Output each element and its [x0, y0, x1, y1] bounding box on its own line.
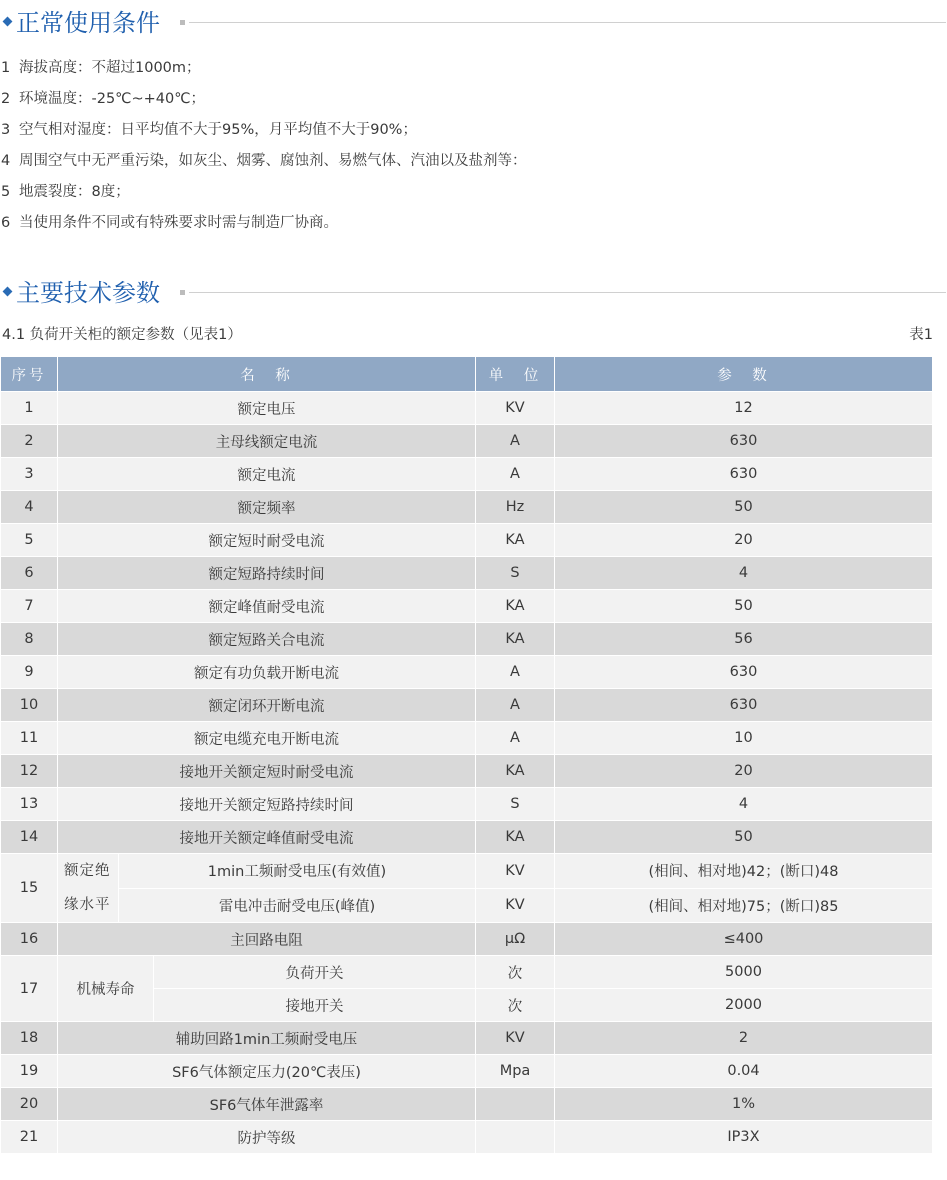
- cell-unit: [476, 1088, 555, 1121]
- cell-no: 12: [1, 755, 58, 788]
- cell-no: 17: [1, 956, 58, 1022]
- cell-value: 2: [555, 1022, 933, 1055]
- cell-value: 20: [555, 524, 933, 557]
- table-row: [1, 623, 933, 656]
- table-row: [1, 458, 933, 491]
- table-row: [1, 1121, 933, 1154]
- table-row: [1, 755, 933, 788]
- cell-unit: A: [476, 656, 555, 689]
- cell-unit: A: [476, 458, 555, 491]
- cell-unit: μΩ: [476, 923, 555, 956]
- cell-no: 21: [1, 1121, 58, 1154]
- cell-unit: KV: [476, 888, 555, 923]
- cell-no: 16: [1, 923, 58, 956]
- table-row: [1, 1088, 933, 1121]
- diamond-bullet-icon: [3, 17, 13, 27]
- cell-value: 0.04: [555, 1055, 933, 1088]
- table-body: [1, 392, 933, 1154]
- table-row: [1, 392, 933, 425]
- cell-group: 机械寿命: [58, 956, 154, 1022]
- cell-value: 5000: [555, 956, 933, 989]
- table-row: [1, 923, 933, 956]
- cell-name: 防护等级: [58, 1121, 476, 1154]
- cell-name: 雷电冲击耐受电压(峰值): [119, 888, 476, 923]
- cell-unit: KA: [476, 755, 555, 788]
- table-header-row: [1, 357, 933, 392]
- cell-no: 5: [1, 524, 58, 557]
- section-heading-conditions: [2, 8, 946, 38]
- parameters-table: [0, 356, 933, 1154]
- cell-value: 4: [555, 788, 933, 821]
- cell-value: 2000: [555, 989, 933, 1022]
- cell-name: 额定频率: [58, 491, 476, 524]
- list-item: 6 当使用条件不同或有特殊要求时需与制造厂协商。: [1, 215, 338, 231]
- cell-name: 额定电流: [58, 458, 476, 491]
- diamond-bullet-icon: [3, 287, 13, 297]
- cell-name: 接地开关额定短路持续时间: [58, 788, 476, 821]
- cell-unit: [476, 1121, 555, 1154]
- cell-value: 50: [555, 590, 933, 623]
- cell-no: 9: [1, 656, 58, 689]
- conditions-list: [0, 55, 527, 241]
- header-value: 参 数: [555, 357, 933, 392]
- section-heading-parameters: [2, 278, 946, 308]
- cell-unit: A: [476, 722, 555, 755]
- cell-name: 额定短路关合电流: [58, 623, 476, 656]
- cell-unit: KA: [476, 623, 555, 656]
- divider: [189, 22, 946, 23]
- cell-unit: KA: [476, 590, 555, 623]
- cell-value: ≤400: [555, 923, 933, 956]
- table-row: [1, 788, 933, 821]
- cell-name: 接地开关额定峰值耐受电流: [58, 821, 476, 854]
- table-row: [1, 656, 933, 689]
- cell-name: 辅助回路1min工频耐受电压: [58, 1022, 476, 1055]
- header-unit: 单 位: [476, 357, 555, 392]
- cell-name: 主回路电阻: [58, 923, 476, 956]
- cell-unit: S: [476, 557, 555, 590]
- cell-name: 额定有功负载开断电流: [58, 656, 476, 689]
- cell-unit: KA: [476, 524, 555, 557]
- square-marker-icon: [180, 20, 185, 25]
- cell-no: 11: [1, 722, 58, 755]
- cell-name: 额定峰值耐受电流: [58, 590, 476, 623]
- cell-no: 1: [1, 392, 58, 425]
- cell-value: 630: [555, 656, 933, 689]
- table-row: [1, 821, 933, 854]
- cell-unit: A: [476, 689, 555, 722]
- cell-unit: KA: [476, 821, 555, 854]
- cell-unit: A: [476, 425, 555, 458]
- table-row: [1, 557, 933, 590]
- cell-no: 8: [1, 623, 58, 656]
- table-row: [1, 524, 933, 557]
- square-marker-icon: [180, 290, 185, 295]
- cell-no: 19: [1, 1055, 58, 1088]
- cell-unit: KV: [476, 854, 555, 889]
- cell-unit: Mpa: [476, 1055, 555, 1088]
- cell-value: 12: [555, 392, 933, 425]
- table-row: [1, 888, 933, 923]
- cell-name: 接地开关: [154, 989, 476, 1022]
- cell-value: 1%: [555, 1088, 933, 1121]
- table-caption: 4.1 负荷开关柜的额定参数（见表1）: [2, 327, 242, 343]
- table-row: [1, 491, 933, 524]
- cell-no: 7: [1, 590, 58, 623]
- table-row: [1, 590, 933, 623]
- cell-value: 630: [555, 689, 933, 722]
- cell-name: 额定电缆充电开断电流: [58, 722, 476, 755]
- header-no: 序号: [1, 357, 58, 392]
- cell-value: 630: [555, 458, 933, 491]
- cell-value: (相间、相对地)42；(断口)48: [555, 854, 933, 889]
- cell-unit: 次: [476, 989, 555, 1022]
- cell-value: 50: [555, 821, 933, 854]
- cell-no: 6: [1, 557, 58, 590]
- table-row: [1, 854, 933, 889]
- list-item: 5 地震裂度：8度；: [1, 184, 130, 200]
- cell-no: 18: [1, 1022, 58, 1055]
- table-label: 表1: [909, 327, 933, 343]
- cell-unit: S: [476, 788, 555, 821]
- cell-no: 4: [1, 491, 58, 524]
- cell-unit: KV: [476, 392, 555, 425]
- table-row: [1, 689, 933, 722]
- cell-no: 14: [1, 821, 58, 854]
- table-row: [1, 1055, 933, 1088]
- cell-value: 4: [555, 557, 933, 590]
- cell-value: IP3X: [555, 1121, 933, 1154]
- cell-no: 3: [1, 458, 58, 491]
- cell-group: 额定绝缘水平: [58, 854, 119, 923]
- list-item: 3 空气相对湿度：日平均值不大于95%，月平均值不大于90%；: [1, 122, 417, 138]
- cell-name: SF6气体额定压力(20℃表压): [58, 1055, 476, 1088]
- table-row: [1, 956, 933, 989]
- cell-no: 13: [1, 788, 58, 821]
- cell-name: 额定电压: [58, 392, 476, 425]
- table-row: [1, 425, 933, 458]
- cell-value: 56: [555, 623, 933, 656]
- cell-value: 630: [555, 425, 933, 458]
- cell-name: 额定短路持续时间: [58, 557, 476, 590]
- cell-unit: 次: [476, 956, 555, 989]
- cell-unit: KV: [476, 1022, 555, 1055]
- list-item: 1 海拔高度：不超过1000m；: [1, 60, 201, 76]
- list-item: 4 周围空气中无严重污染，如灰尘、烟雾、腐蚀剂、易燃气体、汽油以及盐剂等：: [1, 153, 527, 169]
- cell-name: 负荷开关: [154, 956, 476, 989]
- cell-no: 2: [1, 425, 58, 458]
- section-title: 主要技术参数: [16, 279, 160, 307]
- cell-name: 接地开关额定短时耐受电流: [58, 755, 476, 788]
- table-row: [1, 1022, 933, 1055]
- cell-no: 20: [1, 1088, 58, 1121]
- cell-name: SF6气体年泄露率: [58, 1088, 476, 1121]
- cell-unit: Hz: [476, 491, 555, 524]
- cell-no: 10: [1, 689, 58, 722]
- cell-value: 50: [555, 491, 933, 524]
- cell-value: 20: [555, 755, 933, 788]
- cell-value: 10: [555, 722, 933, 755]
- divider: [189, 292, 946, 293]
- section-title: 正常使用条件: [16, 9, 160, 37]
- table-row: [1, 722, 933, 755]
- cell-value: (相间、相对地)75；(断口)85: [555, 888, 933, 923]
- cell-no: 15: [1, 854, 58, 923]
- list-item: 2 环境温度：-25℃~+40℃；: [1, 91, 206, 107]
- header-name: 名 称: [58, 357, 476, 392]
- cell-name: 1min工频耐受电压(有效值): [119, 854, 476, 889]
- cell-name: 额定短时耐受电流: [58, 524, 476, 557]
- cell-name: 主母线额定电流: [58, 425, 476, 458]
- cell-name: 额定闭环开断电流: [58, 689, 476, 722]
